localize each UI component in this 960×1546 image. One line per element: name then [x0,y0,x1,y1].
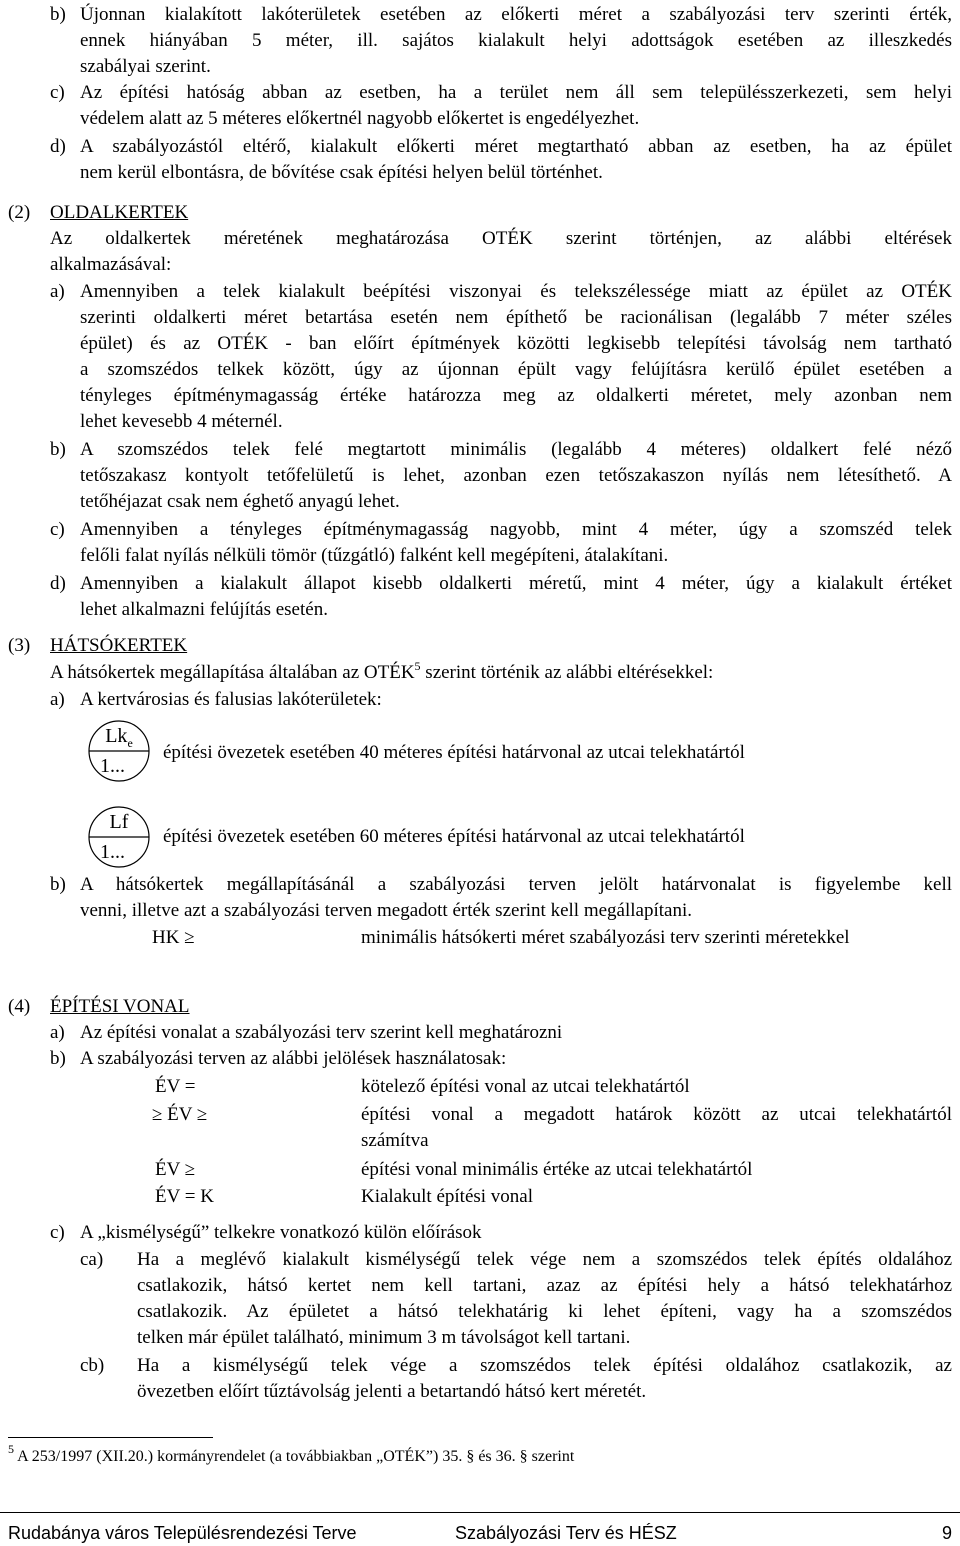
paragraph-line: Az építési hatóság abban az esetben, ha a terület nem áll sem településszerkezeti, sem helyi [80,82,952,103]
intro-text-rest: szerint történik az alábbi eltérésekkel: [420,662,714,683]
item-label: d) [50,136,66,157]
paragraph-line: A szomszédos telek felé megtartott minimális (legalább 4 méteres) oldalkert felé néző [80,439,952,460]
item-label: b) [50,874,66,895]
paragraph-line: szerinti oldalkerti méret betartása esetén nem építhető be racionálisan (legalább 7 méter széles [80,307,952,328]
ev-symbol: ÉV ≥ [155,1159,196,1180]
item-label: b) [50,439,66,460]
item-label: a) [50,1022,65,1043]
paragraph-line: Amennyiben a telek kialakult beépítési viszonyai és telekszélessége miatt az épület az OTÉK [80,281,952,302]
paragraph-line: lehet alkalmazni felújítás esetén. [80,599,328,620]
footnote-separator [8,1437,213,1438]
paragraph-line: A szabályozási terven az alábbi jelölések használatosak: [80,1048,507,1069]
footer-left: Rudabánya város Településrendezési Terve [8,1523,357,1543]
ev-symbol: ÉV = [155,1076,196,1097]
footnote-ref: 5 [414,659,421,673]
zone-symbol-lke [88,720,150,782]
paragraph-line: csatlakozik, hátsó kertet nem kell tartani, azaz az építési hely a hátsó telekhatárhoz [137,1275,952,1296]
footer-center: Szabályozási Terv és HÉSZ [455,1523,677,1543]
item-label: b) [50,1048,66,1069]
zone-number: 1... [100,755,125,777]
section-number: (2) [8,202,31,223]
item-label: cb) [80,1355,105,1376]
zone-number: 1... [100,841,125,863]
item-label: a) [50,689,65,710]
item-label: ca) [80,1249,104,1270]
ev-description-cont: számítva [361,1130,429,1151]
paragraph-line: A szabályozástól eltérő, kialakult előkerti méret megtartható abban az esetben, ha az épület [80,136,952,157]
footer-separator [0,1512,960,1513]
paragraph-line: a szomszédos telkek között, úgy az újonnan épült vagy felújításra kerülő épület esetében a [80,359,952,380]
page-number: 9 [941,1523,952,1543]
hk-symbol: HK ≥ [152,927,195,948]
paragraph-line: Az építési vonalat a szabályozási terv szerint kell meghatározni [80,1022,563,1043]
section-heading: OLDALKERTEK [50,202,189,223]
paragraph-line: felőli falat nyílás nélküli tömör (tűzgátló) falként kell megépíteni, átalakítani. [80,545,669,566]
footnote-number: 5 [8,1442,14,1456]
footnote-text: A 253/1997 (XII.20.) kormányrendelet (a továbbiakban „OTÉK”) 35. § és 36. § szerint [14,1448,575,1465]
paragraph-line: lehet kevesebb 4 méternél. [80,411,283,432]
paragraph-line: Amennyiben a tényleges építménymagasság nagyobb, mint 4 méter, úgy a szomszéd telek [80,519,952,540]
paragraph-line: alkalmazásával: [50,254,172,275]
paragraph-line: Amennyiben a kialakult állapot kisebb oldalkerti méretű, mint 4 méter, úgy a kialakult értéket [80,573,952,594]
item-label: c) [50,82,65,103]
zone-symbol-lf [88,806,150,868]
paragraph-line: csatlakozik. Az épületet a hátsó telekhatárig ki lehet építeni, vagy ha a szomszédos [137,1301,952,1322]
section-number: (4) [8,996,31,1017]
hk-description: minimális hátsókerti méret szabályozási terv szerinti méretekkel [361,927,850,948]
paragraph-line: Ha a kismélységű telek vége a szomszédos telek építési oldalához csatlakozik, az [137,1355,952,1376]
intro-text: A hátsókertek megállapítása általában az OTÉK [50,662,415,683]
zone-code: $Lk_e$ [105,725,133,750]
paragraph-line: A „kismélységű” telkekre vonatkozó külön előírások [80,1222,482,1243]
paragraph-line: Ha a meglévő kialakult kismélységű telek vége nem a szomszédos telek építés oldalához [137,1249,952,1270]
paragraph-line: telken már épület található, minimum 3 m távolságot kell tartani. [137,1327,631,1348]
paragraph-line: Az oldalkertek méretének meghatározása OTÉK szerint történjen, az alábbi eltérések [50,228,952,249]
paragraph-line: tetőhéjazat csak nem éghető anyagú lehet. [80,491,400,512]
paragraph-line: ennek hiányában 5 méter, ill. sajátos kialakult helyi adottságok esetében az illeszkedés [80,30,952,51]
item-label: c) [50,519,65,540]
paragraph-line: védelem alatt az 5 méteres előkertnél nagyobb előkertet is engedélyezhet. [80,108,640,129]
paragraph-line: nem kerül elbontásra, de bővítése csak építési helyen belül történhet. [80,162,603,183]
paragraph-line: tetőszakasz kontyolt tetőfelületű is lehet, azonban ezen tetőszakaszon nyílás nem létesíthető. A [80,465,952,486]
zone-description: építési övezetek esetében 60 méteres építési határvonal az utcai telekhatártól [163,826,745,847]
ev-description: építési vonal a megadott határok között az utcai telekhatártól [361,1104,952,1125]
ev-symbol: ÉV = K [155,1186,214,1207]
ev-description: Kialakult építési vonal [361,1186,534,1207]
ev-description: építési vonal minimális értéke az utcai telekhatártól [361,1159,753,1180]
zone-code: Lf [109,811,129,833]
section-number: (3) [8,635,31,656]
ev-symbol: ≥ ÉV ≥ [152,1104,208,1125]
paragraph-line: A hátsókertek megállapításánál a szabályozási terven jelölt határvonalat is figyelembe kell [80,874,952,895]
item-label: a) [50,281,65,302]
paragraph-line: tényleges építménymagasság értéke határozza meg az oldalkerti méretet, mely azonban nem [80,385,952,406]
item-label: d) [50,573,66,594]
zone-description: építési övezetek esetében 40 méteres építési határvonal az utcai telekhatártól [163,742,745,763]
paragraph-line: övezetben előírt tűztávolság jelenti a betartandó hátsó kert méretét. [137,1381,647,1402]
paragraph-line: épület) és az OTÉK - ban előírt építmények közötti legkisebb telepítési távolság nem tartható [80,333,952,354]
paragraph-line: A kertvárosias és falusias lakóterületek: [80,689,382,710]
item-label: b) [50,4,66,25]
paragraph-line [50,660,713,687]
paragraph-line: Újonnan kialakított lakóterületek esetében az előkerti méret a szabályozási terv szerinti érték, [80,4,952,25]
ev-description: kötelező építési vonal az utcai telekhatártól [361,1076,690,1097]
item-label: c) [50,1222,65,1243]
section-heading: ÉPÍTÉSI VONAL [50,996,190,1017]
footnote [8,1444,574,1470]
paragraph-line: venni, illetve azt a szabályozási terven megadott érték szerint kell megállapítani. [80,900,692,921]
paragraph-line: szabályai szerint. [80,56,211,77]
section-heading: HÁTSÓKERTEK [50,635,188,656]
